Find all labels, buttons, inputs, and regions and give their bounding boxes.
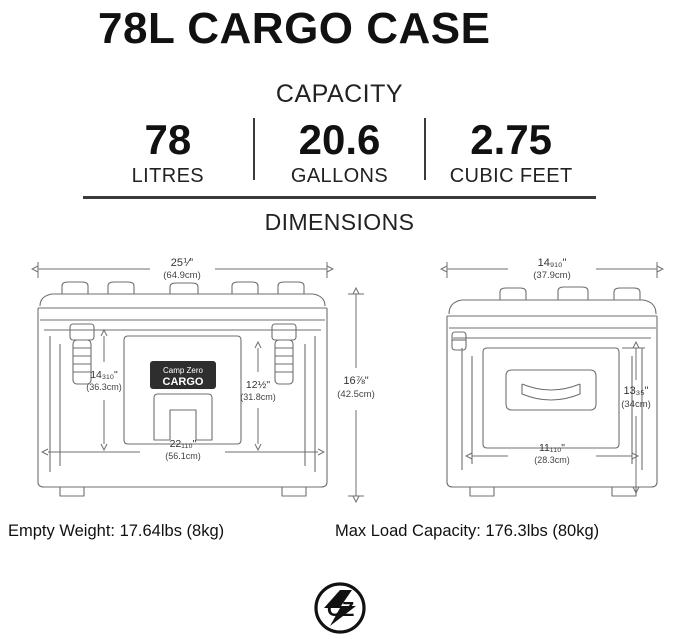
capacity-unit-gallons: GALLONS (290, 165, 389, 187)
capacity-value-litres: 78 (144, 116, 192, 163)
capacity-unit-cubic-feet: CUBIC FEET (449, 165, 573, 187)
max-load-text: Max Load Capacity: 176.3lbs (80kg) (335, 522, 600, 540)
side-top-width-cm: (37.9cm) (533, 270, 571, 281)
logo-letter-z: Z (341, 599, 354, 621)
badge-brand: Camp Zero (162, 366, 204, 375)
logo-icon (314, 582, 366, 634)
capacity-value-gallons: 20.6 (298, 116, 381, 163)
capacity-cell-litres (83, 114, 253, 188)
dimensions-heading: DIMENSIONS (264, 209, 415, 235)
front-inner-height2-inches: 12½" (245, 379, 271, 391)
side-height-inches: 13₃₅" (623, 385, 649, 397)
logo-letter-c: C (326, 599, 341, 621)
dimensions-drawing (0, 244, 679, 514)
front-inner-width-cm: (56.1cm) (165, 451, 201, 461)
capacity-value-cubic-feet: 2.75 (470, 116, 553, 163)
side-inner-width-inches: 11₁₁₀" (538, 442, 566, 454)
side-top-width-inches: 14₉₁₀" (537, 257, 567, 269)
front-inner-height-inches: 14₃₁₀" (90, 369, 118, 381)
side-inner-width-cm: (28.3cm) (534, 455, 570, 465)
capacity-row (83, 114, 596, 194)
front-height-cm: (42.5cm) (337, 389, 375, 400)
capacity-rule (83, 196, 596, 199)
page-title: 78L CARGO CASE (98, 4, 491, 53)
front-inner-height-cm: (36.3cm) (86, 382, 122, 392)
capacity-unit-litres: LITRES (131, 165, 205, 187)
front-top-width-cm: (64.9cm) (163, 270, 201, 281)
brand-badge (150, 361, 216, 389)
capacity-cell-cubic-feet (426, 114, 596, 188)
footer-specs (0, 522, 679, 548)
camp-zero-logo (314, 582, 366, 634)
drawing-svg (0, 244, 679, 514)
capacity-heading: CAPACITY (275, 80, 404, 108)
empty-weight-text: Empty Weight: 17.64lbs (8kg) (8, 522, 225, 540)
front-inner-height2-cm: (31.8cm) (240, 392, 276, 402)
side-height-cm: (34cm) (621, 399, 651, 410)
badge-model: CARGO (162, 376, 204, 388)
capacity-cell-gallons (255, 114, 425, 188)
front-height-inches: 16⅞" (343, 375, 369, 387)
front-inner-width-inches: 22₁₁₀" (169, 438, 197, 450)
front-top-width-inches: 25⅟" (170, 257, 194, 269)
